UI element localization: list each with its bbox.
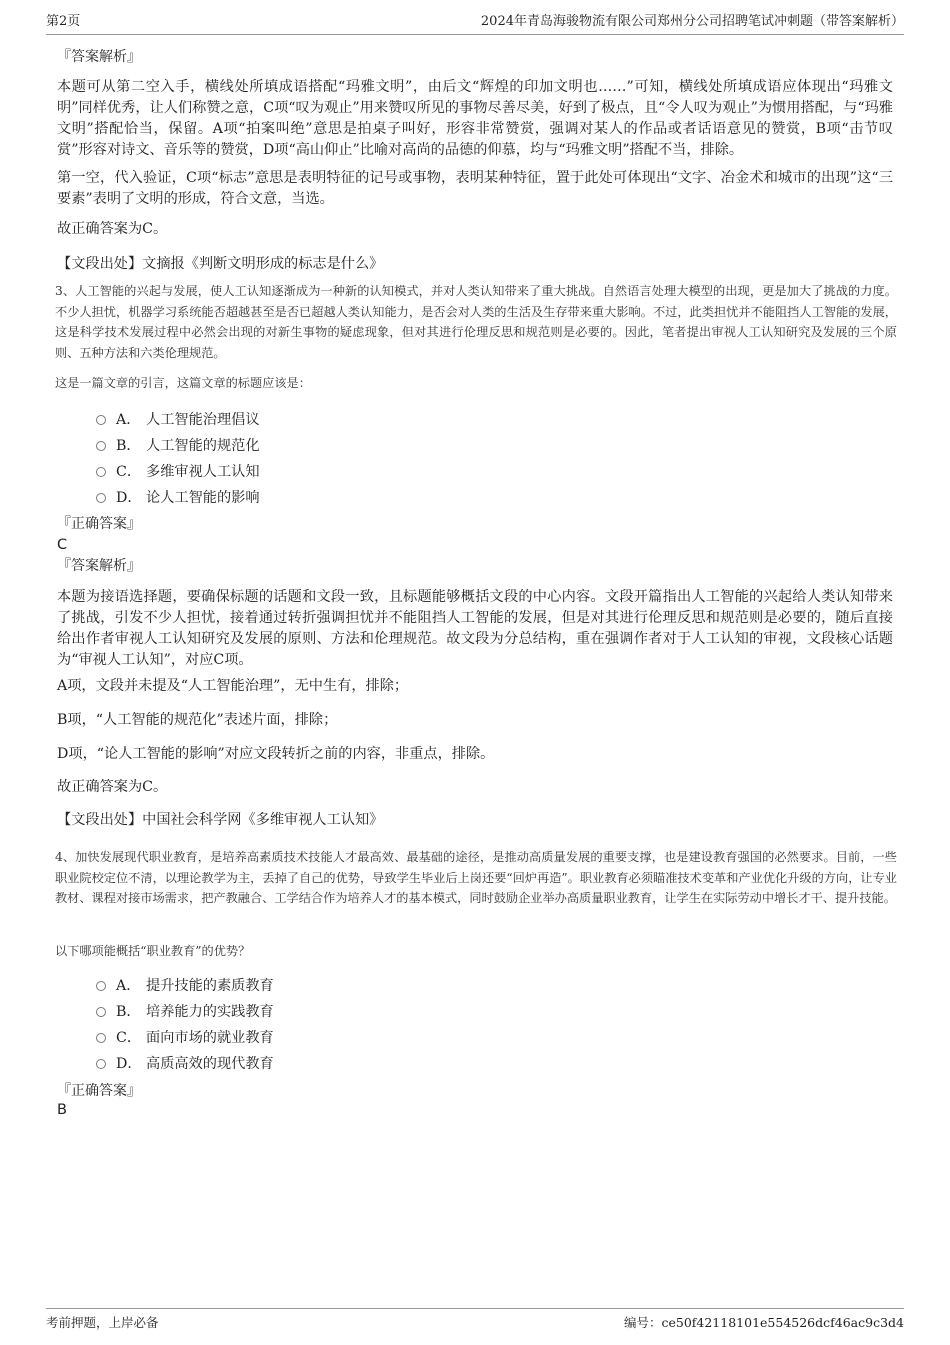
analysis-tag: 『答案解析』 (57, 558, 141, 574)
analysis-paragraph: D项，“论人工智能的影响”对应文段转折之前的内容，非重点，排除。 (57, 746, 495, 762)
radio-button-icon[interactable] (96, 467, 106, 477)
analysis-conclusion: 故正确答案为C。 (57, 221, 168, 237)
analysis-paragraph: A项，文段并未提及“人工智能治理”，无中生有，排除； (57, 678, 409, 694)
correct-answer-tag: 『正确答案』 (57, 516, 141, 532)
question-3-option-b[interactable]: B． 人工智能的规范化 (96, 436, 260, 456)
radio-button-icon[interactable] (96, 981, 106, 991)
question-4-option-b[interactable]: B． 培养能力的实践教育 (96, 1002, 274, 1022)
question-4-prompt: 以下哪项能概括“职业教育”的优势？ (55, 944, 251, 958)
radio-button-icon[interactable] (96, 1059, 106, 1069)
correct-answer: B (57, 1102, 67, 1118)
analysis-paragraph: 第一空，代入验证，C项“标志”意思是表明特征的记号或事物，表明某种特征，置于此处可体现出“文字、冶金术和城市的出现”这“三要素”表明了文明的形成，符合文意，当选。 (57, 170, 893, 207)
question-3-passage: 3、人工智能的兴起与发展，使人工认知逐渐成为一种新的认知模式，并对人类认知带来了重大挑战。自然语言处理大模型的出现，更是加大了挑战的力度。不少人担忧，机器学习系统能否超越甚至是否已超越人类认知能力，是否会对人类的生活及生存带来重大影响。不过，此类担忧并不能阻挡人工智能的发展，这是科学技术发展过程中必然会出现的对新生事物的疑虑现象，但对其进行伦理反思和规范则是必要的。因此，笔者提出审视人工认知研究及发展的三个原则、五种方法和六类伦理规范。 (55, 284, 897, 360)
analysis-conclusion: 故正确答案为C。 (57, 779, 168, 795)
analysis-paragraph: 本题为接语选择题，要确保标题的话题和文段一致，且标题能够概括文段的中心内容。文段开篇指出人工智能的兴起给人类认知带来了挑战，引发不少人担忧，接着通过转折强调担忧并不能阻挡人工智能的发展，但是对其进行伦理反思和规范则是必要的，随后直接给出作者审视人工认知研究及发展的原则、方法和伦理规范。故文段为分总结构，重在强调作者对于人工认知的审视，文段核心话题为“审视人工认知”，对应C项。 (57, 589, 893, 668)
radio-button-icon[interactable] (96, 441, 106, 451)
question-3-option-d[interactable]: D． 论人工智能的影响 (96, 488, 260, 508)
passage-source: 【文段出处】中国社会科学网《多维审视人工认知》 (57, 812, 384, 828)
footer-slogan: 考前押题，上岸必备 (46, 1315, 159, 1330)
question-3-option-a[interactable]: A． 人工智能治理倡议 (96, 410, 260, 430)
question-4-passage: 4、加快发展现代职业教育，是培养高素质技术技能人才最高效、最基础的途径，是推动高质量发展的重要支撑，也是建设教育强国的必然要求。目前，一些职业院校定位不清，以理论教学为主，丢掉了自己的优势，导致学生毕业后上岗还要“回炉再造”。职业教育必须瞄准技术变革和产业优化升级的方向，让专业教材、课程对接市场需求，把产教融合、工学结合作为培养人才的基本模式，同时鼓励企业举办高质量职业教育，让学生在实际劳动中增长才干、提升技能。 (55, 850, 897, 905)
analysis-tag: 『答案解析』 (57, 49, 141, 65)
question-3-option-c[interactable]: C． 多维审视人工认知 (96, 462, 260, 482)
question-4-option-d[interactable]: D． 高质高效的现代教育 (96, 1054, 274, 1074)
radio-button-icon[interactable] (96, 1033, 106, 1043)
passage-source: 【文段出处】文摘报《判断文明形成的标志是什么》 (57, 256, 384, 272)
radio-button-icon[interactable] (96, 493, 106, 503)
question-4-option-c[interactable]: C． 面向市场的就业教育 (96, 1028, 274, 1048)
document-title: 2024年青岛海骏物流有限公司郑州分公司招聘笔试冲刺题（带答案解析） (480, 14, 904, 29)
radio-button-icon[interactable] (96, 415, 106, 425)
analysis-paragraph: B项，“人工智能的规范化”表述片面，排除； (57, 712, 338, 728)
page-number: 第2页 (46, 14, 81, 29)
document-id: 编号：ce50f42118101e554526dcf46ac9c3d4 (623, 1315, 904, 1330)
question-3-prompt: 这是一篇文章的引言，这篇文章的标题应该是： (55, 376, 311, 390)
correct-answer-tag: 『正确答案』 (57, 1083, 141, 1099)
page-header (46, 12, 904, 35)
page-footer (46, 1308, 904, 1333)
radio-button-icon[interactable] (96, 1007, 106, 1017)
analysis-paragraph: 本题可从第二空入手，横线处所填成语搭配“玛雅文明”，由后文“辉煌的印加文明也……”可知，横线处所填成语应体现出“玛雅文明”同样优秀，让人们称赞之意，C项“叹为观止”用来赞叹所见的事物尽善尽美，好到了极点，且“令人叹为观止”为惯用搭配，与“玛雅文明”搭配恰当，保留。A项“拍案叫绝”意思是拍桌子叫好，形容非常赞赏，强调对某人的作品或者话语意见的赞赏，B项“击节叹赏”形容对诗文、音乐等的赞赏，D项“高山仰止”比喻对高尚的品德的仰慕，均与“玛雅文明”搭配不当，排除。 (57, 79, 893, 158)
question-4-option-a[interactable]: A． 提升技能的素质教育 (96, 976, 274, 996)
correct-answer: C (57, 537, 68, 553)
